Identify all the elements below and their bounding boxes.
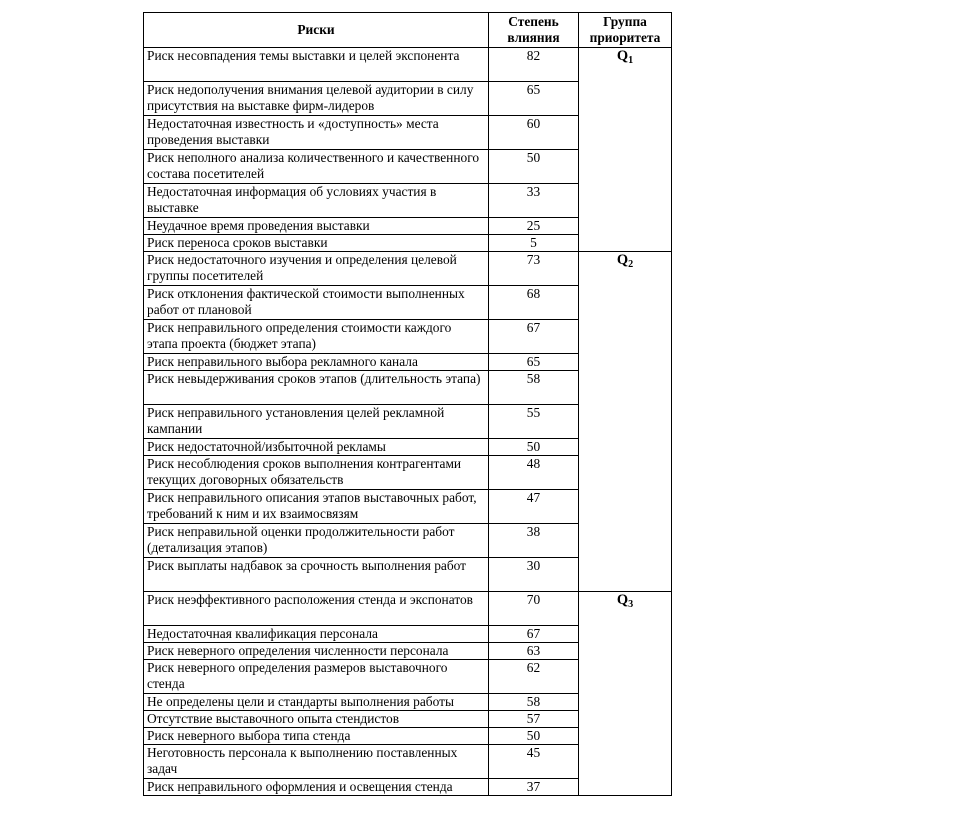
impact-value: 65 <box>489 82 579 116</box>
risk-name: Не определены цели и стандарты выполнения работы <box>144 694 489 711</box>
impact-value: 63 <box>489 643 579 660</box>
risk-name: Риск неправильной оценки продолжительности работ (детализация этапов) <box>144 524 489 558</box>
header-priority-group: Группа приоритета <box>579 13 672 48</box>
risk-name: Риск недополучения внимания целевой аудитории в силу присутствия на выставке фирм-лидеров <box>144 82 489 116</box>
risk-name: Риск несовпадения темы выставки и целей экспонента <box>144 48 489 82</box>
header-impact: Степень влияния <box>489 13 579 48</box>
impact-value: 47 <box>489 490 579 524</box>
group-index: 2 <box>628 259 634 270</box>
impact-value: 50 <box>489 150 579 184</box>
group-label: Q <box>616 252 629 268</box>
table-row <box>144 592 672 626</box>
risk-name: Риск неверного определения размеров выставочного стенда <box>144 660 489 694</box>
impact-value: 50 <box>489 728 579 745</box>
group-label: Q <box>616 48 629 64</box>
impact-value: 57 <box>489 711 579 728</box>
impact-value: 82 <box>489 48 579 82</box>
impact-value: 45 <box>489 745 579 779</box>
risk-name: Отсутствие выставочного опыта стендистов <box>144 711 489 728</box>
impact-value: 37 <box>489 779 579 796</box>
risk-name: Недостаточная известность и «доступность» места проведения выставки <box>144 116 489 150</box>
risk-name: Риск переноса сроков выставки <box>144 235 489 252</box>
impact-value: 73 <box>489 252 579 286</box>
priority-group-q1 <box>579 48 672 252</box>
risk-name: Риск неэффективного расположения стенда и экспонатов <box>144 592 489 626</box>
impact-value: 48 <box>489 456 579 490</box>
impact-value: 50 <box>489 439 579 456</box>
header-row <box>144 13 672 48</box>
risk-name: Риск недостаточного изучения и определения целевой группы посетителей <box>144 252 489 286</box>
priority-group-q2 <box>579 252 672 592</box>
priority-group-q3 <box>579 592 672 796</box>
risk-name: Риск неполного анализа количественного и качественного состава посетителей <box>144 150 489 184</box>
risk-name: Риск неверного выбора типа стенда <box>144 728 489 745</box>
impact-value: 70 <box>489 592 579 626</box>
risk-name: Неудачное время проведения выставки <box>144 218 489 235</box>
group-index: 3 <box>628 599 634 610</box>
impact-value: 67 <box>489 320 579 354</box>
risk-name: Риск отклонения фактической стоимости выполненных работ от плановой <box>144 286 489 320</box>
risk-name: Недостаточная информация об условиях участия в выставке <box>144 184 489 218</box>
impact-value: 68 <box>489 286 579 320</box>
impact-value: 5 <box>489 235 579 252</box>
impact-value: 67 <box>489 626 579 643</box>
impact-value: 25 <box>489 218 579 235</box>
header-risks: Риски <box>144 13 489 48</box>
impact-value: 58 <box>489 371 579 405</box>
impact-value: 65 <box>489 354 579 371</box>
impact-value: 58 <box>489 694 579 711</box>
risk-name: Недостаточная квалификация персонала <box>144 626 489 643</box>
risk-name: Риск неверного определения численности персонала <box>144 643 489 660</box>
group-label: Q <box>616 592 629 608</box>
impact-value: 38 <box>489 524 579 558</box>
risk-name: Риск невыдерживания сроков этапов (длительность этапа) <box>144 371 489 405</box>
risk-name: Риск неправильного оформления и освещения стенда <box>144 779 489 796</box>
impact-value: 33 <box>489 184 579 218</box>
impact-value: 60 <box>489 116 579 150</box>
risk-name: Риск выплаты надбавок за срочность выполнения работ <box>144 558 489 592</box>
group-index: 1 <box>628 55 634 66</box>
risk-name: Риск неправильного определения стоимости каждого этапа проекта (бюджет этапа) <box>144 320 489 354</box>
risk-name: Риск несоблюдения сроков выполнения контрагентами текущих договорных обязательств <box>144 456 489 490</box>
impact-value: 62 <box>489 660 579 694</box>
table-row <box>144 252 672 286</box>
impact-value: 30 <box>489 558 579 592</box>
table-body <box>144 48 672 796</box>
risk-name: Риск недостаточной/избыточной рекламы <box>144 439 489 456</box>
risk-name: Риск неправильного установления целей рекламной кампании <box>144 405 489 439</box>
risk-name: Риск неправильного описания этапов выставочных работ, требований к ним и их взаимосвязям <box>144 490 489 524</box>
table-row <box>144 48 672 82</box>
risk-priority-table <box>143 12 672 796</box>
risk-name: Риск неправильного выбора рекламного канала <box>144 354 489 371</box>
risk-name: Неготовность персонала к выполнению поставленных задач <box>144 745 489 779</box>
impact-value: 55 <box>489 405 579 439</box>
